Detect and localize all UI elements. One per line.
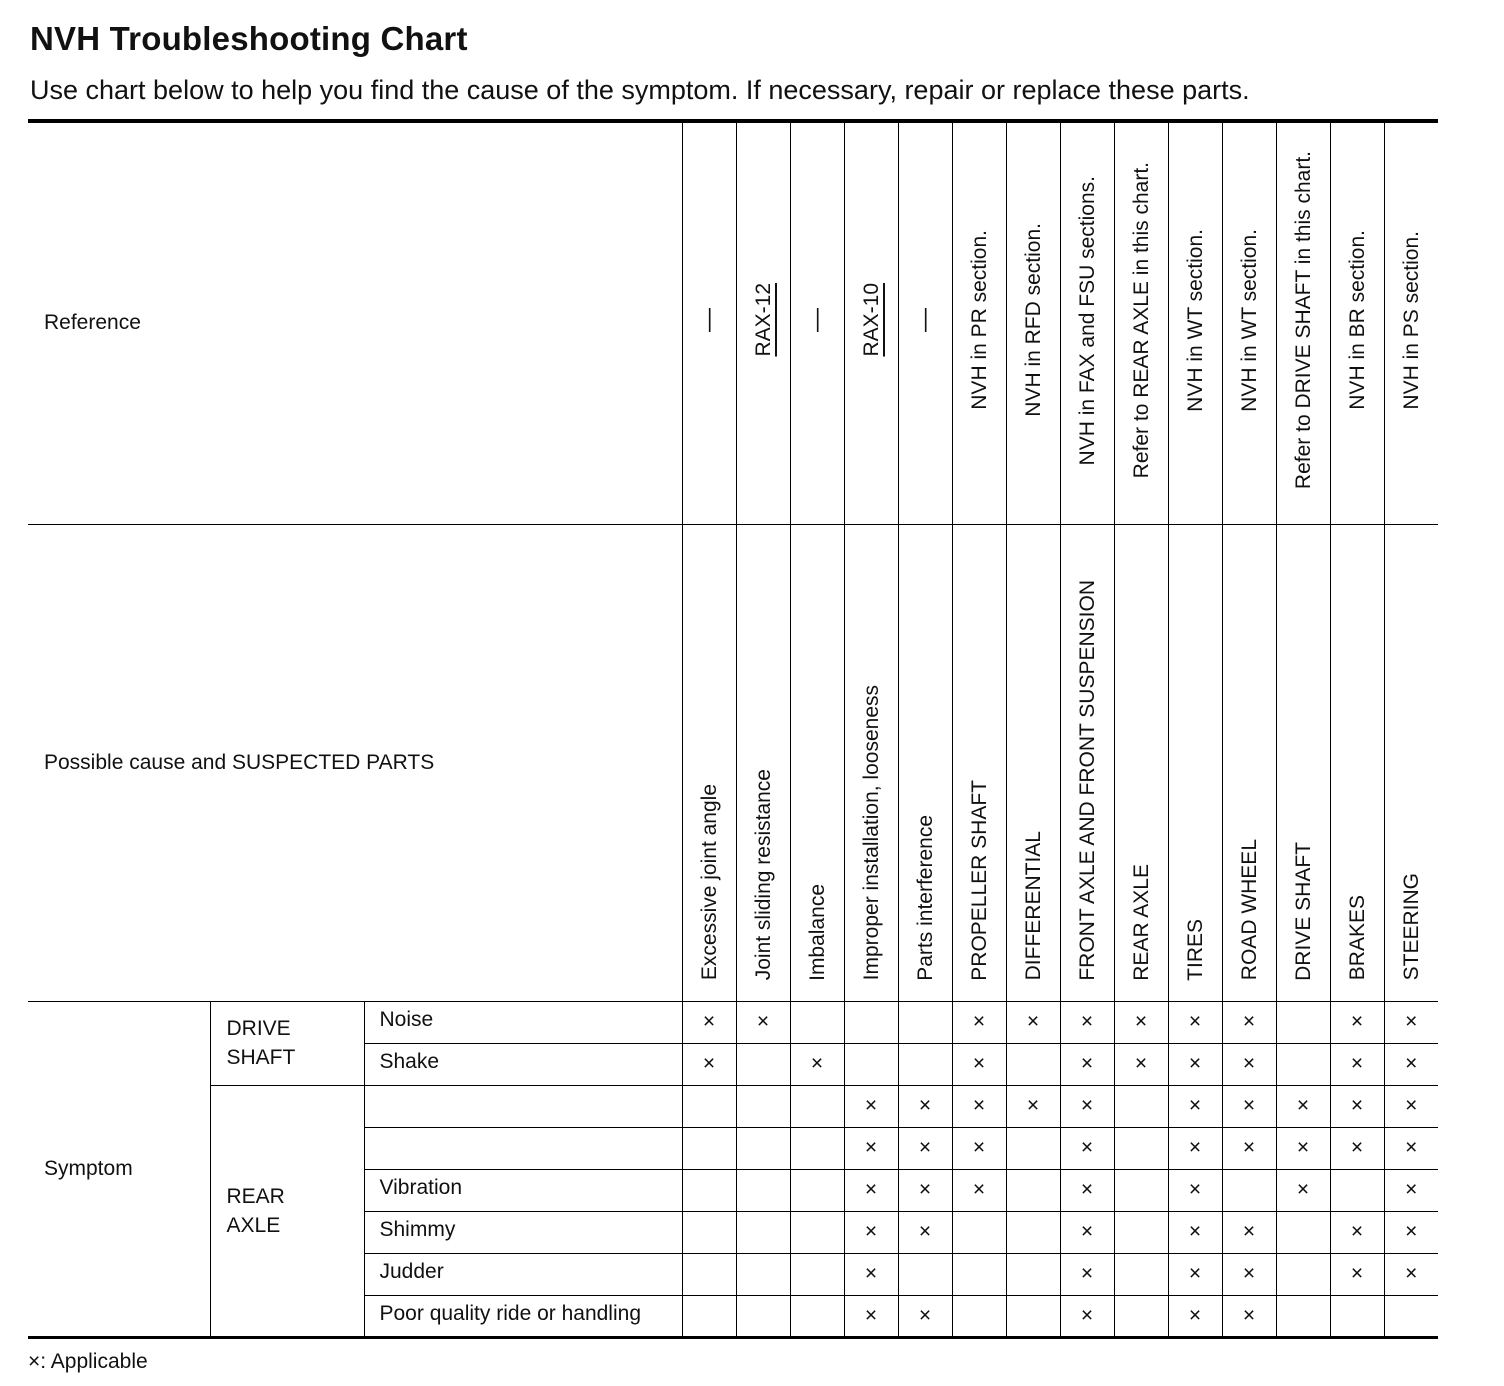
empty-cell	[1114, 1253, 1168, 1295]
empty-cell	[682, 1295, 736, 1337]
empty-cell	[1222, 1169, 1276, 1211]
reference-link[interactable]: RAX-10	[859, 283, 883, 358]
applicable-mark: ×	[1168, 1127, 1222, 1169]
symptom-name: Poor quality ride or handling	[364, 1295, 682, 1337]
suspected-part-label: TIRES	[1183, 918, 1207, 981]
applicable-mark: ×	[1276, 1127, 1330, 1169]
empty-cell	[1384, 1295, 1438, 1337]
reference-text: —	[911, 308, 938, 333]
reference-cell	[898, 121, 952, 524]
reference-cell	[952, 121, 1006, 524]
applicable-mark: ×	[1168, 1169, 1222, 1211]
suspected-part-label: DIFFERENTIAL	[1021, 831, 1045, 981]
reference-text: NVH in PR section.	[967, 230, 991, 411]
empty-cell	[952, 1211, 1006, 1253]
reference-cell	[1222, 121, 1276, 524]
empty-cell	[682, 1211, 736, 1253]
empty-cell	[682, 1253, 736, 1295]
suspected-part-cell	[1006, 524, 1060, 1001]
applicable-mark: ×	[898, 1085, 952, 1127]
reference-text: NVH in WT section.	[1183, 228, 1207, 412]
empty-cell	[898, 1253, 952, 1295]
applicable-mark: ×	[844, 1127, 898, 1169]
reference-row	[28, 121, 1438, 524]
empty-cell	[1006, 1295, 1060, 1337]
suspected-part-label: Excessive joint angle	[697, 784, 721, 981]
empty-cell	[1276, 1295, 1330, 1337]
applicable-mark: ×	[1276, 1085, 1330, 1127]
reference-cell	[682, 121, 736, 524]
page-subtitle: Use chart below to help you find the cause of the symptom. If necessary, repair or replace these parts.	[30, 75, 1250, 105]
suspected-part-cell	[1222, 524, 1276, 1001]
symptom-group-label	[210, 1085, 364, 1337]
empty-cell	[682, 1169, 736, 1211]
suspected-parts-row	[28, 524, 1438, 1001]
applicable-mark: ×	[1222, 1043, 1276, 1085]
reference-text: NVH in PS section.	[1399, 230, 1423, 410]
empty-cell	[1276, 1211, 1330, 1253]
applicable-mark: ×	[1330, 1211, 1384, 1253]
applicable-mark: ×	[1060, 1043, 1114, 1085]
applicable-mark: ×	[736, 1001, 790, 1043]
applicable-mark: ×	[1222, 1253, 1276, 1295]
applicable-mark: ×	[952, 1127, 1006, 1169]
empty-cell	[736, 1043, 790, 1085]
applicable-mark: ×	[898, 1211, 952, 1253]
empty-cell	[1330, 1295, 1384, 1337]
suspected-part-cell	[898, 524, 952, 1001]
empty-cell	[844, 1043, 898, 1085]
empty-cell	[790, 1085, 844, 1127]
applicable-mark: ×	[898, 1295, 952, 1337]
empty-cell	[1006, 1253, 1060, 1295]
suspected-part-label: PROPELLER SHAFT	[967, 779, 991, 981]
nvh-troubleshooting-table	[28, 119, 1438, 1339]
suspected-part-cell	[736, 524, 790, 1001]
applicable-mark: ×	[1168, 1253, 1222, 1295]
applicable-mark: ×	[682, 1043, 736, 1085]
suspected-part-cell	[790, 524, 844, 1001]
applicable-mark: ×	[1330, 1001, 1384, 1043]
empty-cell	[1276, 1001, 1330, 1043]
applicable-mark: ×	[1114, 1001, 1168, 1043]
applicable-mark: ×	[1384, 1169, 1438, 1211]
applicable-mark: ×	[1384, 1001, 1438, 1043]
symptom-name: Vibration	[364, 1169, 682, 1211]
applicable-mark: ×	[790, 1043, 844, 1085]
empty-cell	[736, 1253, 790, 1295]
empty-cell	[1114, 1127, 1168, 1169]
empty-cell	[790, 1127, 844, 1169]
empty-cell	[844, 1001, 898, 1043]
suspected-part-cell	[1330, 524, 1384, 1001]
reference-text: —	[695, 308, 722, 333]
applicable-mark: ×	[1222, 1085, 1276, 1127]
applicable-mark: ×	[1330, 1127, 1384, 1169]
suspected-part-cell	[952, 524, 1006, 1001]
reference-cell	[1330, 121, 1384, 524]
applicable-mark: ×	[844, 1085, 898, 1127]
applicable-mark: ×	[1060, 1001, 1114, 1043]
suspected-part-label: DRIVE SHAFT	[1291, 841, 1315, 981]
empty-cell	[898, 1001, 952, 1043]
applicable-mark: ×	[1060, 1253, 1114, 1295]
empty-cell	[1114, 1295, 1168, 1337]
symptom-name: Shake	[364, 1043, 682, 1085]
empty-cell	[790, 1169, 844, 1211]
suspected-part-label: Improper installation, looseness	[859, 685, 883, 981]
applicable-mark: ×	[1114, 1043, 1168, 1085]
empty-cell	[1114, 1211, 1168, 1253]
empty-cell	[790, 1001, 844, 1043]
applicable-mark: ×	[1060, 1085, 1114, 1127]
reference-cell	[1006, 121, 1060, 524]
symptom-group-line: SHAFT	[226, 1045, 296, 1069]
suspected-part-cell	[1384, 524, 1438, 1001]
applicable-mark: ×	[682, 1001, 736, 1043]
reference-text: Refer to DRIVE SHAFT in this chart.	[1291, 151, 1315, 490]
reference-cell	[1384, 121, 1438, 524]
reference-text: NVH in WT section.	[1237, 228, 1261, 412]
legend-applicable: ×: Applicable	[28, 1350, 148, 1373]
applicable-mark: ×	[952, 1085, 1006, 1127]
symptom-name	[364, 1127, 682, 1169]
reference-text: NVH in RFD section.	[1021, 223, 1045, 418]
suspected-part-label: Parts interference	[913, 814, 937, 981]
applicable-mark: ×	[898, 1127, 952, 1169]
applicable-mark: ×	[898, 1169, 952, 1211]
applicable-mark: ×	[952, 1169, 1006, 1211]
empty-cell	[1114, 1085, 1168, 1127]
empty-cell	[790, 1211, 844, 1253]
applicable-mark: ×	[1384, 1043, 1438, 1085]
applicable-mark: ×	[1006, 1085, 1060, 1127]
reference-cell[interactable]	[736, 121, 790, 524]
applicable-mark: ×	[1384, 1253, 1438, 1295]
empty-cell	[1276, 1253, 1330, 1295]
reference-text: NVH in FAX and FSU sections.	[1075, 175, 1099, 465]
empty-cell	[952, 1295, 1006, 1337]
applicable-mark: ×	[1060, 1127, 1114, 1169]
applicable-mark: ×	[1222, 1127, 1276, 1169]
page-title: NVH Troubleshooting Chart	[30, 20, 468, 57]
suspected-part-cell	[682, 524, 736, 1001]
empty-cell	[682, 1127, 736, 1169]
reference-text: —	[803, 308, 830, 333]
suspected-part-cell	[1114, 524, 1168, 1001]
empty-cell	[736, 1127, 790, 1169]
symptom-group-label	[210, 1001, 364, 1085]
reference-cell	[790, 121, 844, 524]
applicable-mark: ×	[952, 1043, 1006, 1085]
applicable-mark: ×	[1168, 1211, 1222, 1253]
applicable-mark: ×	[1384, 1211, 1438, 1253]
suspected-part-label: STEERING	[1399, 873, 1423, 981]
applicable-mark: ×	[844, 1169, 898, 1211]
empty-cell	[1114, 1169, 1168, 1211]
empty-cell	[736, 1295, 790, 1337]
empty-cell	[682, 1085, 736, 1127]
empty-cell	[736, 1211, 790, 1253]
reference-cell	[1168, 121, 1222, 524]
applicable-mark: ×	[1168, 1001, 1222, 1043]
suspected-parts-label: Possible cause and SUSPECTED PARTS	[28, 524, 682, 1001]
symptom-group-line: REAR	[226, 1184, 285, 1208]
applicable-mark: ×	[1060, 1295, 1114, 1337]
suspected-part-cell	[1276, 524, 1330, 1001]
empty-cell	[898, 1043, 952, 1085]
empty-cell	[1006, 1043, 1060, 1085]
applicable-mark: ×	[844, 1211, 898, 1253]
suspected-part-label: Imbalance	[805, 883, 829, 981]
empty-cell	[1006, 1169, 1060, 1211]
symptom-group-line: AXLE	[226, 1213, 281, 1237]
symptom-label: Symptom	[28, 1001, 210, 1337]
applicable-mark: ×	[1006, 1001, 1060, 1043]
empty-cell	[1330, 1169, 1384, 1211]
symptom-name: Noise	[364, 1001, 682, 1043]
symptom-row	[28, 1085, 1438, 1127]
reference-text: NVH in BR section.	[1345, 230, 1369, 411]
applicable-mark: ×	[844, 1295, 898, 1337]
reference-label: Reference	[28, 121, 682, 524]
reference-cell[interactable]	[844, 121, 898, 524]
suspected-part-cell	[1060, 524, 1114, 1001]
empty-cell	[736, 1085, 790, 1127]
reference-text: Refer to REAR AXLE in this chart.	[1129, 162, 1153, 479]
reference-cell	[1276, 121, 1330, 524]
applicable-mark: ×	[952, 1001, 1006, 1043]
reference-cell	[1114, 121, 1168, 524]
empty-cell	[790, 1295, 844, 1337]
symptom-name: Shimmy	[364, 1211, 682, 1253]
suspected-part-cell	[844, 524, 898, 1001]
suspected-part-cell	[1168, 524, 1222, 1001]
empty-cell	[952, 1253, 1006, 1295]
applicable-mark: ×	[1168, 1295, 1222, 1337]
applicable-mark: ×	[1222, 1295, 1276, 1337]
reference-cell	[1060, 121, 1114, 524]
suspected-part-label: ROAD WHEEL	[1237, 839, 1261, 981]
applicable-mark: ×	[1330, 1043, 1384, 1085]
applicable-mark: ×	[1222, 1001, 1276, 1043]
empty-cell	[736, 1169, 790, 1211]
applicable-mark: ×	[1330, 1253, 1384, 1295]
symptom-group-line: DRIVE	[226, 1016, 291, 1040]
suspected-part-label: REAR AXLE	[1129, 863, 1153, 981]
suspected-part-label: BRAKES	[1345, 895, 1369, 981]
applicable-mark: ×	[1276, 1169, 1330, 1211]
applicable-mark: ×	[844, 1253, 898, 1295]
empty-cell	[1006, 1127, 1060, 1169]
applicable-mark: ×	[1384, 1085, 1438, 1127]
applicable-mark: ×	[1060, 1211, 1114, 1253]
empty-cell	[790, 1253, 844, 1295]
empty-cell	[1006, 1211, 1060, 1253]
empty-cell	[1276, 1043, 1330, 1085]
applicable-mark: ×	[1222, 1211, 1276, 1253]
applicable-mark: ×	[1330, 1085, 1384, 1127]
applicable-mark: ×	[1168, 1043, 1222, 1085]
symptom-row	[28, 1001, 1438, 1043]
symptom-name	[364, 1085, 682, 1127]
applicable-mark: ×	[1384, 1127, 1438, 1169]
applicable-mark: ×	[1168, 1085, 1222, 1127]
suspected-part-label: Joint sliding resistance	[751, 769, 775, 981]
applicable-mark: ×	[1060, 1169, 1114, 1211]
suspected-part-label: FRONT AXLE AND FRONT SUSPENSION	[1075, 579, 1099, 981]
symptom-name: Judder	[364, 1253, 682, 1295]
reference-link[interactable]: RAX-12	[751, 283, 775, 358]
